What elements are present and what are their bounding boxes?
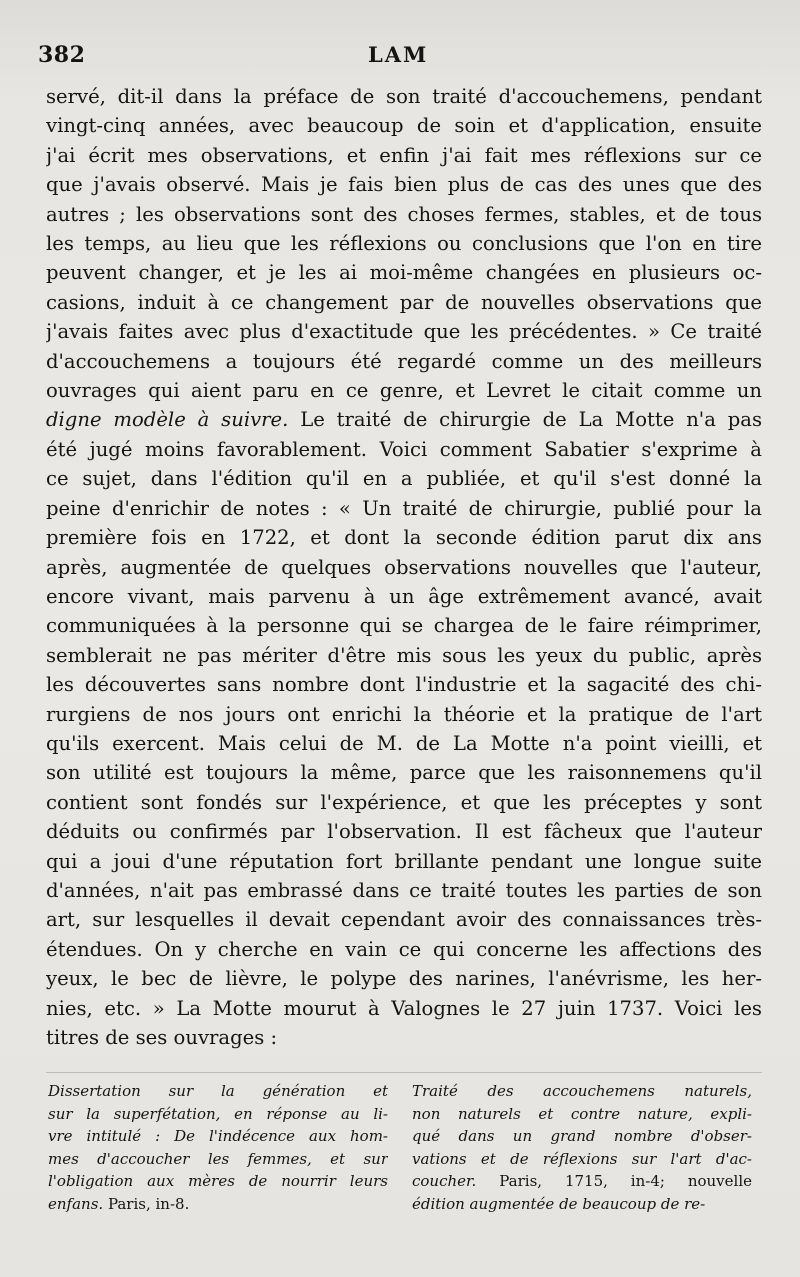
text-line: j'ai écrit mes observations, et enfin j'ai fait mes réflexions sur ce xyxy=(46,143,762,167)
text-line: peine d'enrichir de notes : « Un traité de chirurgie, publié pour la xyxy=(46,496,762,520)
text-line: titres de ses ouvrages : xyxy=(46,1026,278,1049)
text-line: peuvent changer, et je les ai moi-même changées en plusieurs oc- xyxy=(46,261,762,285)
text-line: déduits ou confirmés par l'observation. Il est fâcheux que l'auteur xyxy=(46,820,762,844)
text-line: nies, etc. » La Motte mourut à Valognes le 27 juin 1737. Voici les xyxy=(46,996,762,1020)
text-line: que j'avais observé. Mais je fais bien plus de cas des unes que des xyxy=(46,173,762,197)
bibliography-entry-left xyxy=(48,1080,388,1215)
text-line: après, augmentée de quelques observations nouvelles que l'auteur, xyxy=(46,555,762,579)
bibliography-line: l'obligation aux mères de nourrir leurs xyxy=(48,1172,388,1190)
text-line: autres ; les observations sont des choses fermes, stables, et de tous xyxy=(46,202,762,226)
bibliography-line: vations et de réflexions sur l'art d'ac- xyxy=(412,1149,752,1168)
running-head-word: LAM xyxy=(368,42,429,67)
column-divider-rule xyxy=(46,1072,762,1073)
bibliography-line: sur la superfétation, en réponse au li- xyxy=(48,1104,388,1123)
bibliography-line: qué dans un grand nombre d'obser- xyxy=(412,1127,752,1145)
text-line: première fois en 1722, et dont la seconde édition parut dix ans xyxy=(46,526,762,550)
text-line: communiquées à la personne qui se chargea de le faire réimprimer, xyxy=(46,614,762,638)
text-line: été jugé moins favorablement. Voici comment Sabatier s'exprime à xyxy=(46,437,762,461)
text-line: son utilité est toujours la même, parce que les raisonnemens qu'il xyxy=(46,761,762,785)
text-line: art, sur lesquelles il devait cependant avoir des connaissances très- xyxy=(46,908,762,932)
text-line: semblerait ne pas mériter d'être mis sous les yeux du public, après xyxy=(46,643,762,667)
page-number: 382 xyxy=(38,42,86,68)
text-line: vingt-cinq années, avec beaucoup de soin et d'application, ensuite xyxy=(46,114,762,138)
running-head xyxy=(38,42,760,76)
text-line: les temps, au lieu que les réflexions ou conclusions que l'on en tire xyxy=(46,232,762,256)
bibliography-line: mes d'accoucher les femmes, et sur xyxy=(48,1149,388,1168)
text-line: qui a joui d'une réputation fort brillante pendant une longue suite xyxy=(46,849,762,873)
text-line: digne modèle à suivre. Le traité de chirurgie de La Motte n'a pas xyxy=(46,408,762,432)
bibliography-line: édition augmentée de beaucoup de re- xyxy=(412,1194,706,1213)
text-line: les découvertes sans nombre dont l'industrie et la sagacité des chi- xyxy=(46,673,762,697)
text-line: ouvrages qui aient paru en ce genre, et Levret le citait comme un xyxy=(46,379,762,403)
bibliography-entry-right xyxy=(412,1080,752,1215)
text-line: d'accouchemens a toujours été regardé comme un des meilleurs xyxy=(46,349,762,373)
bibliography-line: enfans. Paris, in-8. xyxy=(48,1194,190,1213)
main-text xyxy=(46,82,762,1052)
text-line: contient sont fondés sur l'expérience, et que les préceptes y sont xyxy=(46,790,762,814)
text-line: d'années, n'ait pas embrassé dans ce traité toutes les parties de son xyxy=(46,878,762,902)
text-line: casions, induit à ce changement par de nouvelles observations que xyxy=(46,290,762,314)
text-line: rurgiens de nos jours ont enrichi la théorie et la pratique de l'art xyxy=(46,702,762,726)
bibliography-line: Traité des accouchemens naturels, xyxy=(412,1082,752,1100)
bibliography-line: Dissertation sur la génération et xyxy=(48,1082,388,1100)
bibliography-line: non naturels et contre nature, expli- xyxy=(412,1104,752,1123)
bibliography-line: vre intitulé : De l'indécence aux hom- xyxy=(48,1127,388,1145)
text-line: servé, dit-il dans la préface de son traité d'accouchemens, pendant xyxy=(46,85,762,108)
text-line: qu'ils exercent. Mais celui de M. de La Motte n'a point vieilli, et xyxy=(46,731,762,755)
bibliography-line: coucher. Paris, 1715, in-4; nouvelle xyxy=(412,1172,752,1190)
text-line: étendues. On y cherche en vain ce qui concerne les affections des xyxy=(46,937,762,961)
text-line: encore vivant, mais parvenu à un âge extrêmement avancé, avait xyxy=(46,584,762,608)
text-line: yeux, le bec de lièvre, le polype des narines, l'anévrisme, les her- xyxy=(46,967,762,991)
text-line: ce sujet, dans l'édition qu'il en a publiée, et qu'il s'est donné la xyxy=(46,467,762,491)
text-line: j'avais faites avec plus d'exactitude que les précédentes. » Ce traité xyxy=(46,320,762,344)
